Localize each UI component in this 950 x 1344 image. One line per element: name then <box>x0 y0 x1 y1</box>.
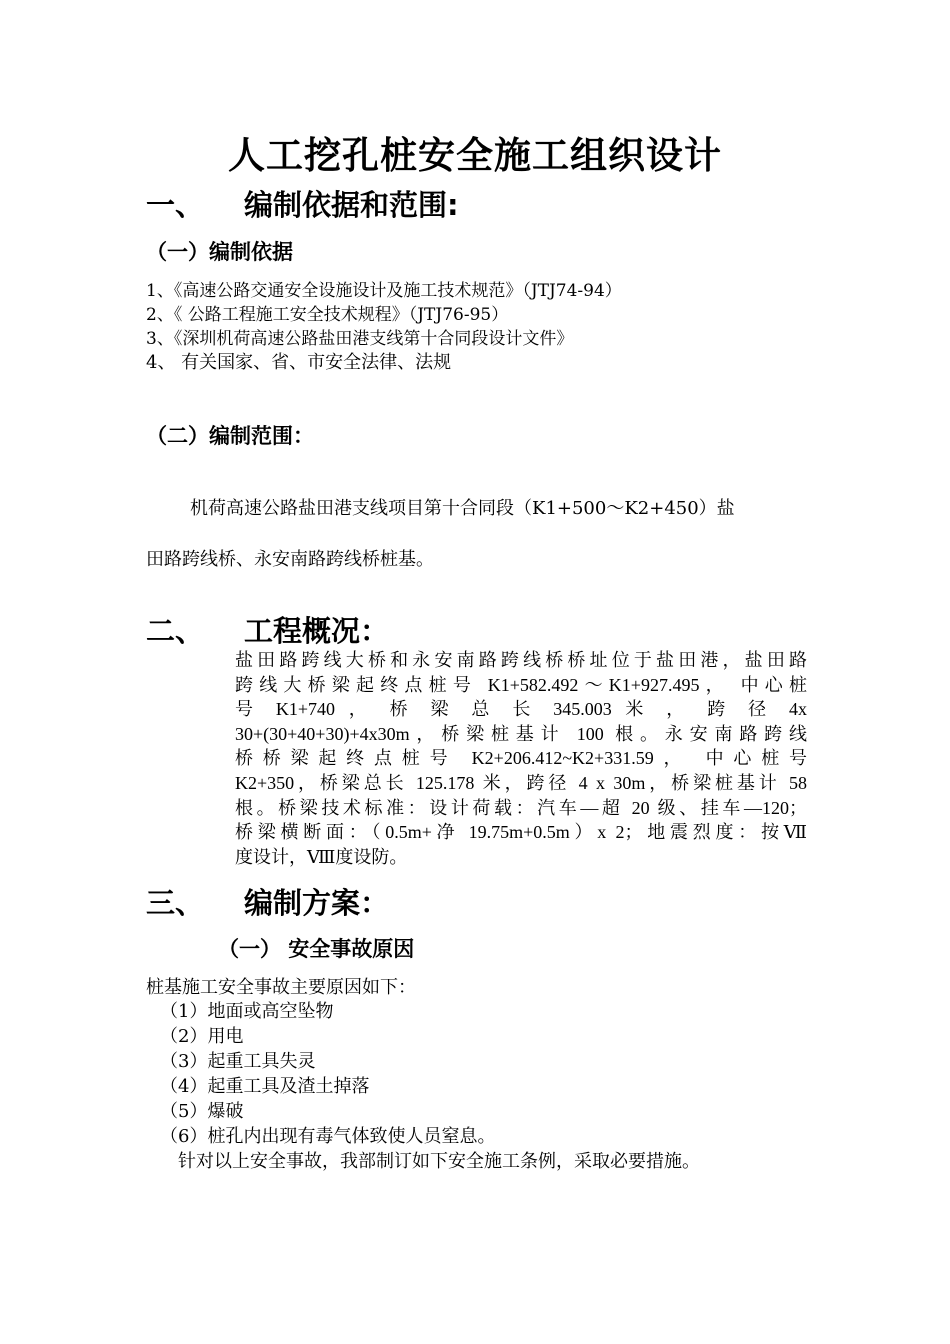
overview-line: 盐田路跨线大桥和永安南路跨线桥桥址位于盐田港，盐田路 <box>235 650 807 670</box>
section-1-heading <box>146 183 459 224</box>
overview-line: 桥梁横断面：（0.5m+净 19.75m+0.5m）x 2；地震烈度：按Ⅶ <box>235 822 807 843</box>
subsection-scope-heading: （二）编制范围： <box>146 424 314 448</box>
scope-text-line-2: 田路跨线桥、永安南路跨线桥桩基。 <box>146 549 434 570</box>
causes-intro: 桩基施工安全事故主要原因如下： <box>146 977 416 998</box>
scope-text-line-1: 机荷高速公路盐田港支线项目第十合同段（K1+500～K2+450）盐 <box>190 498 735 519</box>
section-1-title: 编制依据和范围: <box>244 188 459 222</box>
reference-item: 1、《高速公路交通安全设施设计及施工技术规范》（JTJ74-94） <box>146 281 622 301</box>
section-3-heading <box>146 881 389 922</box>
document-title: 人工挖孔桩安全施工组织设计 <box>228 134 722 177</box>
project-overview-paragraph <box>235 648 807 869</box>
reference-item: 2、《 公路工程施工安全技术规程》（JTJ76-95） <box>146 305 509 325</box>
cause-item: （2）用电 <box>160 1026 244 1047</box>
cause-item: （5）爆破 <box>160 1101 244 1122</box>
section-2-heading <box>146 609 389 650</box>
subsection-accident-causes-heading: （一） 安全事故原因 <box>218 937 415 961</box>
reference-item: 3、《深圳机荷高速公路盐田港支线第十合同段设计文件》 <box>146 329 574 349</box>
overview-line: 号 K1+740 ， 桥 梁 总 长 345.003 米 ， 跨 径 4x <box>235 699 807 720</box>
overview-line: 度设计，Ⅷ度设防。 <box>235 846 408 867</box>
subsection-basis-heading: （一）编制依据 <box>146 240 293 264</box>
cause-item: （4）起重工具及渣土掉落 <box>160 1076 370 1097</box>
section-1-number: 一、 <box>146 188 205 222</box>
cause-item: （3）起重工具失灵 <box>160 1051 316 1072</box>
cause-item: （6）桩孔内出现有毒气体致使人员窒息。 <box>160 1126 496 1147</box>
overview-line: 桥桥梁起终点桩号 K2+206.412~K2+331.59， 中心桩号 <box>235 748 807 769</box>
section-2-number: 二、 <box>146 614 205 648</box>
overview-line: 30+(30+40+30)+4x30m，桥梁桩基计 100 根。永安南路跨线 <box>235 723 807 744</box>
measures-statement: 针对以上安全事故，我部制订如下安全施工条例，采取必要措施。 <box>178 1151 700 1172</box>
cause-item: （1）地面或高空坠物 <box>160 1001 334 1022</box>
section-3-number: 三、 <box>146 886 205 920</box>
reference-item: 4、 有关国家、省、市安全法律、法规 <box>146 352 452 373</box>
overview-line: K2+350，桥梁总长 125.178 米，跨径 4 x 30m，桥梁桩基计 58 <box>235 772 807 793</box>
section-3-title: 编制方案： <box>244 886 390 920</box>
section-2-title: 工程概况： <box>244 614 390 648</box>
overview-line: 跨线大桥梁起终点桩号 K1+582.492～K1+927.495， 中心桩 <box>235 674 807 695</box>
overview-line: 根。桥梁技术标准：设计荷载：汽车—超 20 级、挂车—120； <box>235 797 807 818</box>
